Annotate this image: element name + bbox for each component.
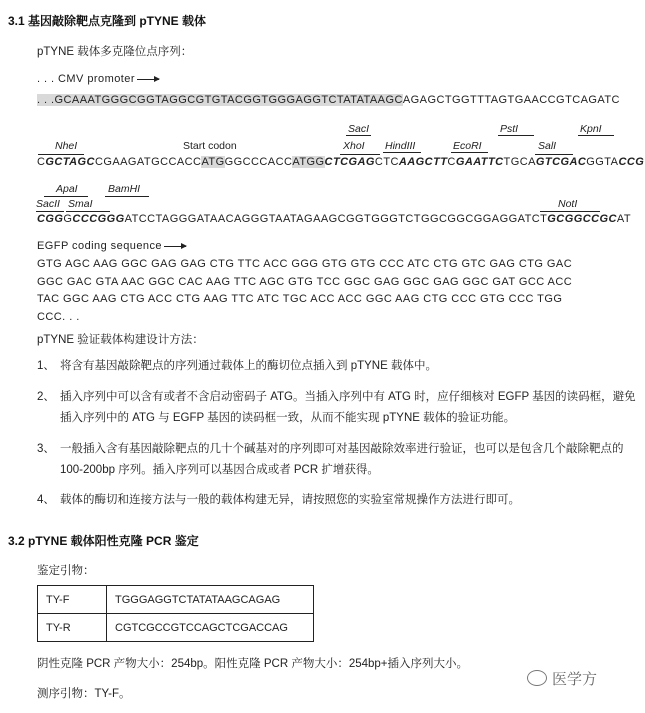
- cmv-highlight: . . .GCAAATGGGCGGTAGGCGTGTACGGTGGGAGGTCTATATAAGC: [37, 94, 403, 106]
- label-sacii: SacII: [36, 198, 60, 210]
- sequence-line-3: CGGGCCCGGGATCCTAGGGATAACAGGGTAATAGAAGCGGTGGGTCTGGCGGCGGAGGATCTGCGGCCGCAT: [37, 213, 632, 225]
- list-item: 2、 插入序列中可以含有或者不含启动密码子 ATG。当插入序列中有 ATG 时，应仔细核对 EGFP 基因的读码框，避免插入序列中的 ATG 与 EGFP 基因的读码框一致，从而不能实现 pTYNE 载体的验证功能。: [37, 391, 636, 424]
- label-smai: SmaI: [68, 198, 93, 210]
- sali-underline: [535, 154, 573, 155]
- egfp-line: GTG AGC AAG GGC GAG GAG CTG TTC ACC GGG GTG GTG CCC ATC CTG GTC GAG CTG GAC: [37, 258, 573, 270]
- smai-underline: [66, 211, 110, 212]
- sequencing-primer: 测序引物：TY-F。: [37, 688, 131, 700]
- xhoi-site: CTCGAG: [324, 156, 375, 168]
- primer-name: TY-R: [38, 614, 107, 642]
- egfp-line: GGC GAC GTA AAC GGC CAC AAG TTC AGC GTG TCC GGC GAG GGC GAG GGC GAT GCC ACC: [37, 275, 573, 288]
- label-bamhi: BamHI: [108, 183, 141, 195]
- label-hindiii: HindIII: [383, 140, 421, 153]
- pcr-product-size: 阴性克隆 PCR 产物大小：254bp。阳性克隆 PCR 产物大小：254bp+插入序列大小。: [37, 658, 469, 670]
- sequence-line-1-rest: AGAGCTGGTTTAGTGAACCGTCAGATC: [402, 94, 620, 106]
- sequence-line-2: CGCTAGCCGAAGATGCCACCATGGGCCCACCATGGCTCGAGCTCAAGCTTCGAATTCTGCAGTCGACGGTACCG: [37, 156, 645, 168]
- nhei-underline: [38, 154, 84, 155]
- sacii-site: CGG: [37, 213, 64, 225]
- apai-underline: [44, 196, 88, 197]
- label-xhoi: XhoI: [343, 140, 365, 152]
- list-item: 4、 载体的酶切和连接方法与一般的载体构建无异，请按照您的实验室常规操作方法进行即可。: [37, 494, 520, 506]
- primer-seq: CGTCGCCGTCCAGCTCGACCAG: [107, 614, 314, 642]
- label-kpni: KpnI: [578, 123, 614, 136]
- primer-seq: TGGGAGGTCTATATAAGCAGAG: [107, 586, 314, 614]
- watermark-text: 医学方: [552, 671, 598, 688]
- label-psti: PstI: [498, 123, 534, 136]
- table-row: [38, 586, 314, 614]
- label-apai: ApaI: [56, 183, 78, 195]
- atgg-highlight: ATGG: [292, 156, 325, 168]
- egfp-line: TAC GGC AAG CTG ACC CTG AAG TTC ATC TGC ACC ACC GGC AAG CTG CCC GTG CCC TGG: [37, 293, 563, 305]
- cmv-promoter-text: . . . CMV promoter: [37, 73, 135, 85]
- sequence-line-1: [37, 94, 620, 106]
- noti-underline: [540, 211, 600, 212]
- primer-table: [37, 585, 314, 642]
- noti-site: GCGGCCGC: [547, 213, 617, 225]
- smai-site: CCCGGG: [72, 213, 125, 225]
- xhoi-underline: [340, 154, 380, 155]
- section-3-2-title: 3.2 pTYNE 载体阳性克隆 PCR 鉴定: [8, 534, 199, 548]
- bamhi-underline: [105, 196, 149, 197]
- watermark: [527, 668, 597, 689]
- table-row: [38, 614, 314, 642]
- arrow-right-icon: [137, 79, 159, 80]
- label-saci-top: SacI: [348, 123, 370, 135]
- section-3-1-title: 3.1 基因敲除靶点克隆到 pTYNE 载体: [8, 14, 207, 28]
- list-item: 3、 一般插入含有基因敲除靶点的几十个碱基对的序列即可对基因敲除效率进行验证，也可以是包含几个敲除靶点的 100-200bp 序列。插入序列可以基因合成或者 PCR 扩增获得。: [37, 443, 624, 476]
- egfp-label: EGFP coding sequence: [37, 240, 186, 252]
- egfp-line: CCC. . .: [37, 310, 80, 323]
- method-title: pTYNE 验证载体构建设计方法：: [37, 334, 204, 346]
- label-nhei: NheI: [55, 140, 78, 152]
- start-codon-atg: ATG: [201, 156, 225, 168]
- mcs-title: pTYNE 载体多克隆位点序列：: [37, 46, 193, 58]
- primer-name: TY-F: [38, 586, 107, 614]
- cmv-promoter-label: [37, 73, 159, 85]
- label-ecori: EcoRI: [451, 140, 488, 153]
- list-item: 1、 将含有基因敲除靶点的序列通过载体上的酶切位点插入到 pTYNE 载体中。: [37, 360, 437, 372]
- label-sali: SalI: [538, 140, 557, 152]
- ecori-site: GAATTC: [455, 156, 504, 168]
- egfp-sequence: [37, 256, 572, 326]
- sali-site: GTCGAC: [535, 156, 587, 168]
- primer-title: 鉴定引物：: [37, 565, 95, 577]
- nhei-site: GCTAGC: [45, 156, 95, 168]
- hindiii-site: AAGCTT: [398, 156, 448, 168]
- label-noti: NotI: [558, 198, 578, 210]
- label-start-codon: Start codon: [183, 140, 237, 152]
- kpni-site: CCG: [618, 156, 645, 168]
- wechat-icon: [527, 670, 547, 686]
- arrow-right-icon: [164, 246, 186, 247]
- sacii-underline: [36, 211, 64, 212]
